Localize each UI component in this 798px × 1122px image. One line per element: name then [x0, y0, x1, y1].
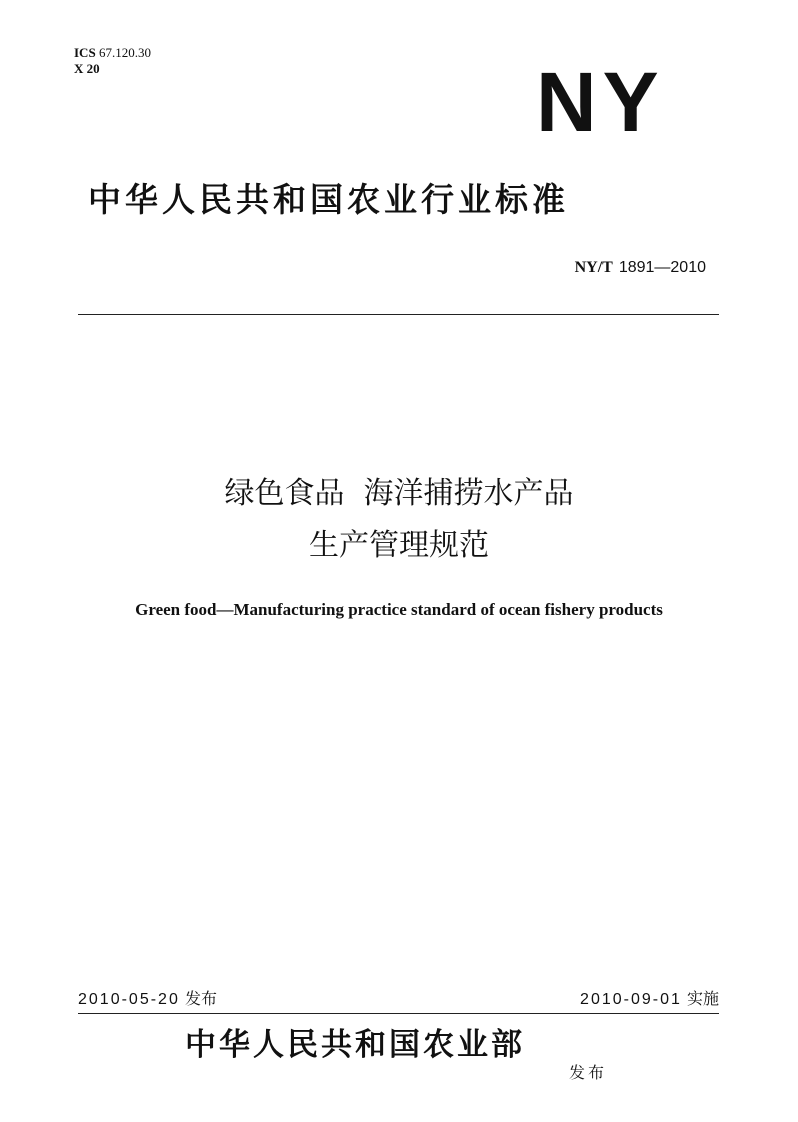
- standard-code: [575, 258, 706, 278]
- publish-date: [78, 989, 217, 1010]
- standard-category-title: 中华人民共和国农业行业标准: [88, 180, 569, 219]
- document-title-english: Green food—Manufacturing practice standard of ocean fishery products: [135, 600, 663, 619]
- ics-classification: [74, 45, 151, 77]
- issuer-name: 中华人民共和国农业部: [185, 1027, 525, 1063]
- issuer-suffix: 发布: [569, 1063, 608, 1082]
- standard-code-prefix: NY/T: [574, 259, 613, 276]
- ccs-code: X 20: [74, 61, 100, 76]
- implement-date-value: 2010-09-01: [580, 991, 682, 1008]
- ics-code: 67.120.30: [98, 45, 151, 60]
- implement-date: [580, 989, 719, 1010]
- document-title-line2: 生产管理规范: [309, 528, 489, 563]
- top-divider: [78, 314, 719, 315]
- publish-label: 发布: [184, 989, 217, 1008]
- document-title-line1: 绿色食品 海洋捕捞水产品: [224, 476, 574, 511]
- bottom-divider: [78, 1013, 719, 1014]
- ny-logo: NY: [536, 55, 665, 149]
- publish-date-value: 2010-05-20: [78, 991, 180, 1008]
- ics-prefix: ICS: [74, 45, 96, 60]
- standard-code-number: 1891—2010: [618, 259, 706, 276]
- implement-label: 实施: [686, 989, 719, 1008]
